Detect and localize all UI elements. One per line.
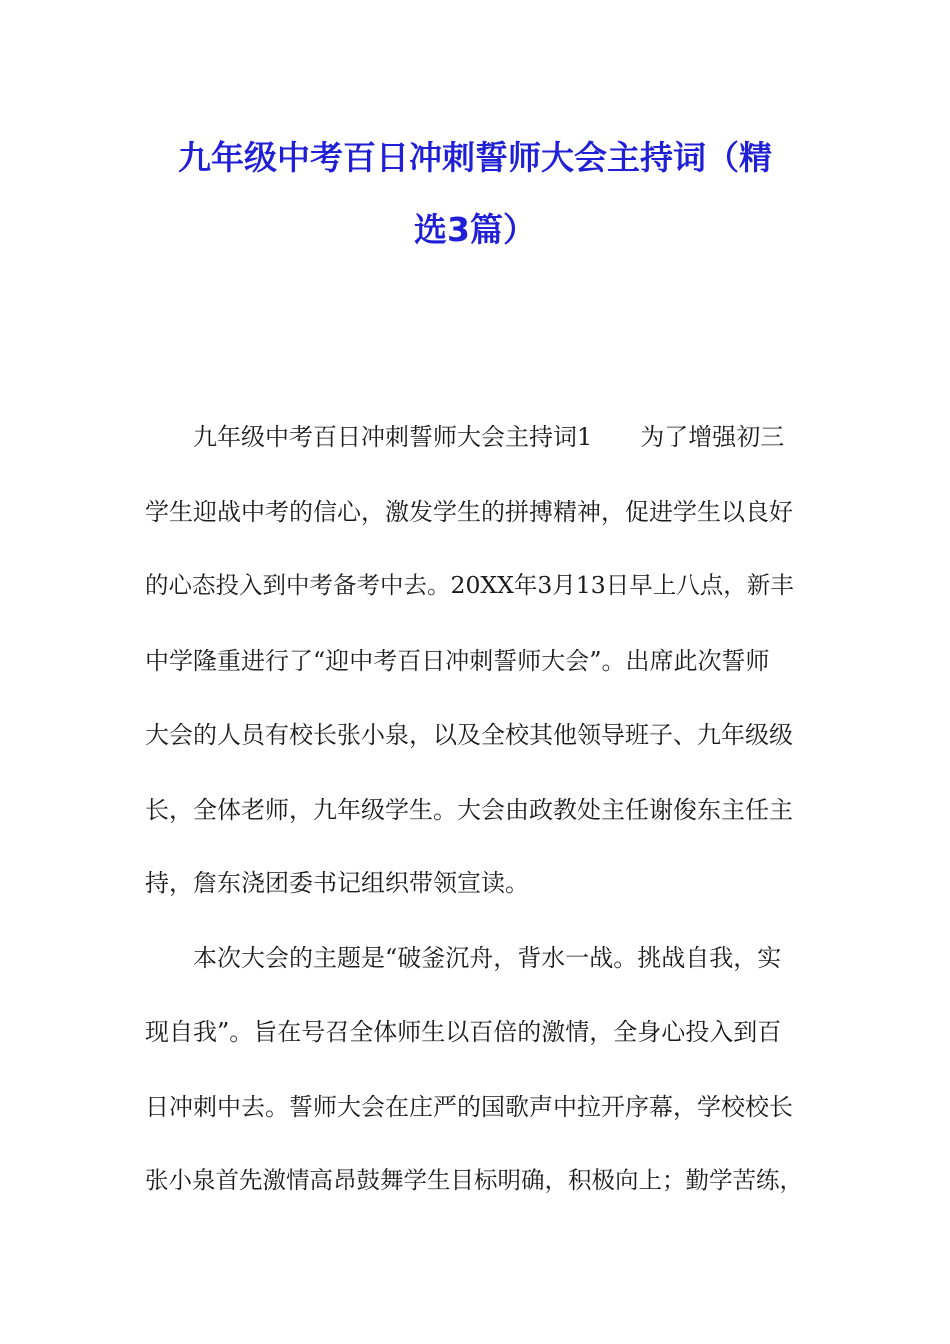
document-title-line-2: 选3篇）: [414, 210, 536, 249]
paragraph-line: 长，全体老师，九年级学生。大会由政教处主任谢俊东主任主: [145, 796, 793, 824]
paragraph-line: 张小泉首先激情高昂鼓舞学生目标明确，积极向上；勤学苦练，: [145, 1166, 803, 1194]
paragraph-line: 中学隆重进行了“迎中考百日冲刺誓师大会”。出席此次誓师: [145, 647, 770, 675]
paragraph-line: 现自我”。旨在号召全体师生以百倍的激情，全身心投入到百: [145, 1018, 782, 1046]
paragraph-line: 学生迎战中考的信心，激发学生的拼搏精神，促进学生以良好: [145, 498, 793, 526]
paragraph-line: 的心态投入到中考备考中去。20XX年3月13日早上八点，新丰: [145, 571, 794, 599]
paragraph-line: 大会的人员有校长张小泉，以及全校其他领导班子、九年级级: [145, 721, 793, 749]
document-title-line-1: 九年级中考百日冲刺誓师大会主持词（精: [178, 138, 772, 177]
paragraph-line: 持，詹东浇团委书记组织带领宣读。: [145, 869, 529, 897]
paragraph-line: 本次大会的主题是“破釜沉舟，背水一战。挑战自我，实: [193, 944, 782, 972]
paragraph-line: 九年级中考百日冲刺誓师大会主持词1 为了增强初三: [193, 423, 785, 451]
paragraph-line: 日冲刺中去。誓师大会在庄严的国歌声中拉开序幕，学校校长: [145, 1093, 793, 1121]
